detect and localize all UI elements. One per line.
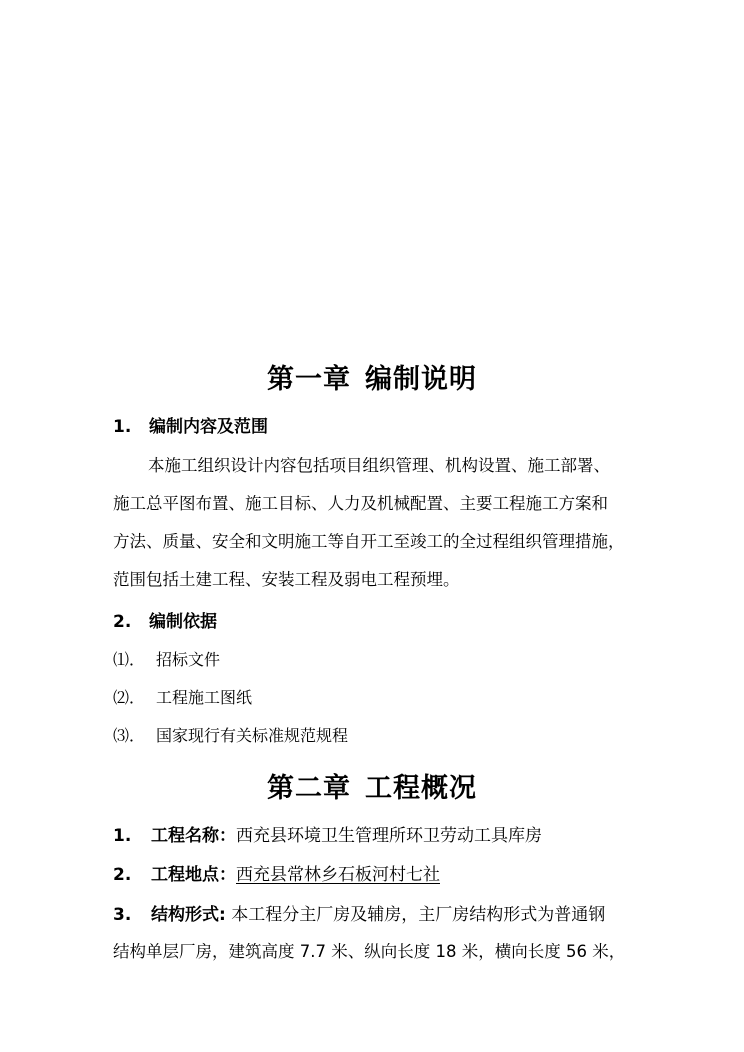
- paragraph-line: 范围包括土建工程、安装工程及弱电工程预埋。: [113, 570, 460, 589]
- chapter-1-number: 第一章: [267, 364, 351, 395]
- chapter-2-title: [0, 766, 744, 805]
- overview-row-name: [113, 821, 542, 846]
- paragraph-line: 方法、质量、安全和文明施工等自开工至竣工的全过程组织管理措施，: [113, 532, 625, 551]
- row-label: 工程名称：: [151, 826, 236, 846]
- paragraph-line: 施工总平图布置、施工目标、人力及机械配置、主要工程施工方案和: [113, 494, 608, 513]
- list-item: [113, 685, 252, 708]
- list-item-number: ⑵．: [113, 688, 146, 707]
- overview-row-structure: [113, 900, 605, 925]
- section-1-heading: [113, 412, 268, 437]
- list-item: [113, 647, 220, 670]
- row-number: 2.: [113, 865, 132, 885]
- list-item-text: 国家现行有关标准规范规程: [156, 726, 349, 745]
- section-number: 2.: [113, 612, 132, 632]
- list-item-text: 招标文件: [156, 650, 221, 669]
- section-title: 编制依据: [149, 612, 217, 632]
- chapter-2-name: 工程概况: [365, 773, 477, 804]
- list-item-number: ⑴．: [113, 650, 146, 669]
- chapter-2-number: 第二章: [267, 773, 351, 804]
- list-item: [113, 723, 348, 746]
- row-value: 西充县环境卫生管理所环卫劳动工具库房: [236, 826, 542, 846]
- list-item-number: ⑶．: [113, 726, 146, 745]
- section-2-heading: [113, 607, 217, 632]
- paragraph-line: 结构单层厂房，建筑高度 7.7 米、纵向长度 18 米，横向长度 56 米，: [113, 942, 626, 961]
- row-label: 结构形式:: [151, 905, 226, 925]
- chapter-1-title: [0, 357, 744, 396]
- row-label: 工程地点：: [151, 865, 236, 885]
- row-value: 西充县常林乡石板河村七社: [236, 865, 440, 885]
- paragraph-line: 本施工组织设计内容包括项目组织管理、机构设置、施工部署、: [148, 456, 610, 475]
- chapter-1-name: 编制说明: [365, 364, 477, 395]
- row-number: 3.: [113, 905, 132, 925]
- row-number: 1.: [113, 826, 132, 846]
- overview-row-location: [113, 860, 440, 885]
- list-item-text: 工程施工图纸: [156, 688, 253, 707]
- row-value: 本工程分主厂房及辅房，主厂房结构形式为普通钢: [225, 905, 606, 925]
- section-title: 编制内容及范围: [149, 417, 268, 437]
- section-number: 1.: [113, 417, 132, 437]
